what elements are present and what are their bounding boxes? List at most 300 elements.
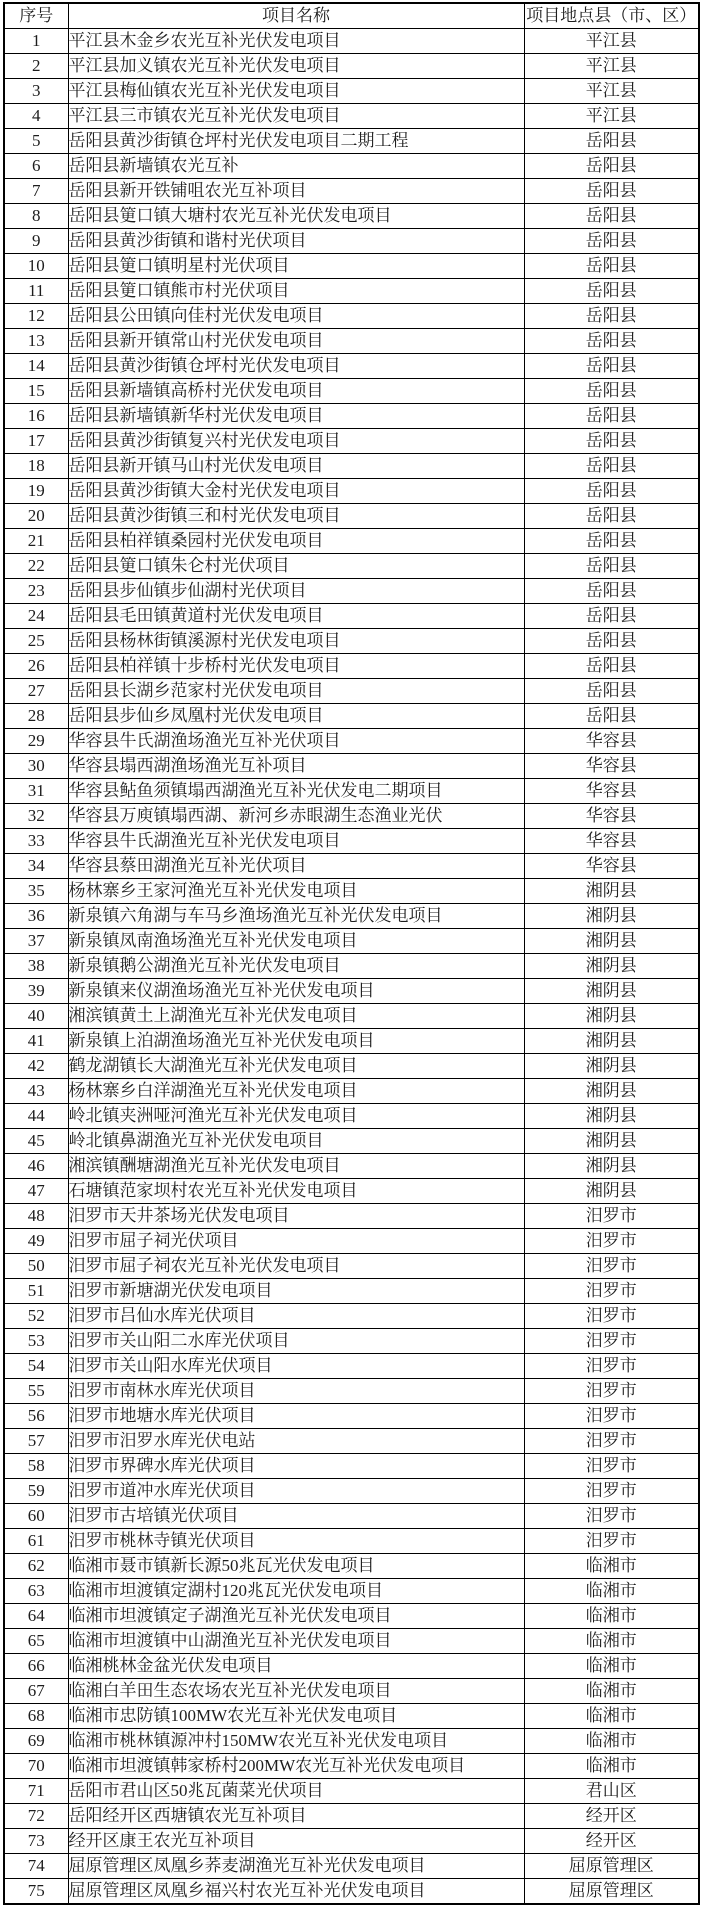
table-row [4, 354, 699, 379]
row-serial-number: 21 [4, 529, 68, 554]
row-project-name: 新泉镇凤南渔场渔光互补光伏发电项目 [68, 929, 524, 954]
row-serial-number: 27 [4, 679, 68, 704]
table-row [4, 529, 699, 554]
row-project-name: 临湘市忠防镇100MW农光互补光伏发电项目 [68, 1704, 524, 1729]
row-serial-number: 70 [4, 1754, 68, 1779]
row-project-location: 临湘市 [524, 1654, 699, 1679]
table-row [4, 404, 699, 429]
row-serial-number: 73 [4, 1829, 68, 1854]
row-project-location: 岳阳县 [524, 654, 699, 679]
row-project-location: 湘阴县 [524, 1129, 699, 1154]
row-project-location: 汨罗市 [524, 1379, 699, 1404]
row-project-name: 汨罗市新塘湖光伏发电项目 [68, 1279, 524, 1304]
table-row [4, 879, 699, 904]
row-project-location: 经开区 [524, 1804, 699, 1829]
row-project-name: 临湘桃林金盆光伏发电项目 [68, 1654, 524, 1679]
table-row [4, 1604, 699, 1629]
row-project-location: 汨罗市 [524, 1504, 699, 1529]
row-project-location: 汨罗市 [524, 1254, 699, 1279]
table-row [4, 954, 699, 979]
row-project-name: 鹤龙湖镇长大湖渔光互补光伏发电项目 [68, 1054, 524, 1079]
row-project-name: 岳阳县长湖乡范家村光伏发电项目 [68, 679, 524, 704]
row-project-name: 汨罗市古培镇光伏项目 [68, 1504, 524, 1529]
table-row [4, 829, 699, 854]
table-row [4, 1704, 699, 1729]
row-project-name: 汨罗市南林水库光伏项目 [68, 1379, 524, 1404]
row-project-name: 岳阳县步仙镇步仙湖村光伏项目 [68, 579, 524, 604]
row-serial-number: 37 [4, 929, 68, 954]
row-project-location: 汨罗市 [524, 1404, 699, 1429]
row-serial-number: 62 [4, 1554, 68, 1579]
row-project-name: 岳阳市君山区50兆瓦菌菜光伏项目 [68, 1779, 524, 1804]
row-project-location: 湘阴县 [524, 1079, 699, 1104]
row-project-location: 汨罗市 [524, 1354, 699, 1379]
row-project-location: 岳阳县 [524, 279, 699, 304]
row-project-name: 屈原管理区凤凰乡荞麦湖渔光互补光伏发电项目 [68, 1854, 524, 1879]
row-project-location: 岳阳县 [524, 304, 699, 329]
row-project-name: 岳阳县新开镇马山村光伏发电项目 [68, 454, 524, 479]
row-serial-number: 11 [4, 279, 68, 304]
row-project-location: 汨罗市 [524, 1329, 699, 1354]
table-row [4, 279, 699, 304]
row-serial-number: 60 [4, 1504, 68, 1529]
row-project-name: 经开区康王农光互补项目 [68, 1829, 524, 1854]
row-serial-number: 14 [4, 354, 68, 379]
row-project-name: 临湘市桃林镇源冲村150MW农光互补光伏发电项目 [68, 1729, 524, 1754]
row-serial-number: 46 [4, 1154, 68, 1179]
row-project-name: 临湘市坦渡镇定子湖渔光互补光伏发电项目 [68, 1604, 524, 1629]
table-row [4, 454, 699, 479]
row-project-name: 屈原管理区凤凰乡福兴村农光互补光伏发电项目 [68, 1879, 524, 1905]
table-row [4, 1679, 699, 1704]
row-serial-number: 25 [4, 629, 68, 654]
row-project-name: 新泉镇鹅公湖渔光互补光伏发电项目 [68, 954, 524, 979]
header-project-location: 项目地点县（市、区） [524, 3, 699, 29]
row-project-location: 岳阳县 [524, 179, 699, 204]
table-row [4, 1004, 699, 1029]
table-row [4, 129, 699, 154]
row-serial-number: 34 [4, 854, 68, 879]
row-serial-number: 44 [4, 1104, 68, 1129]
row-project-location: 汨罗市 [524, 1529, 699, 1554]
row-project-location: 临湘市 [524, 1579, 699, 1604]
row-project-name: 岭北镇鼻湖渔光互补光伏发电项目 [68, 1129, 524, 1154]
row-serial-number: 55 [4, 1379, 68, 1404]
row-project-location: 湘阴县 [524, 1004, 699, 1029]
table-row [4, 704, 699, 729]
table-row [4, 629, 699, 654]
table-row [4, 1304, 699, 1329]
row-project-location: 岳阳县 [524, 454, 699, 479]
table-row [4, 1504, 699, 1529]
row-serial-number: 67 [4, 1679, 68, 1704]
row-project-location: 岳阳县 [524, 354, 699, 379]
row-project-location: 岳阳县 [524, 529, 699, 554]
row-serial-number: 49 [4, 1229, 68, 1254]
table-row [4, 654, 699, 679]
row-project-name: 平江县加义镇农光互补光伏发电项目 [68, 54, 524, 79]
row-project-name: 汨罗市汨罗水库光伏电站 [68, 1429, 524, 1454]
row-serial-number: 31 [4, 779, 68, 804]
table-header-row [4, 3, 699, 29]
row-project-location: 临湘市 [524, 1629, 699, 1654]
table-row [4, 1029, 699, 1054]
row-project-location: 汨罗市 [524, 1429, 699, 1454]
row-project-location: 岳阳县 [524, 554, 699, 579]
table-row [4, 1329, 699, 1354]
row-serial-number: 20 [4, 504, 68, 529]
table-row [4, 429, 699, 454]
table-row [4, 1729, 699, 1754]
row-serial-number: 43 [4, 1079, 68, 1104]
row-project-name: 岳阳县新开铁铺咀农光互补项目 [68, 179, 524, 204]
row-serial-number: 1 [4, 29, 68, 54]
row-project-name: 石塘镇范家坝村农光互补光伏发电项目 [68, 1179, 524, 1204]
row-project-name: 岳阳县黄沙街镇和谐村光伏项目 [68, 229, 524, 254]
table-row [4, 329, 699, 354]
row-project-name: 华容县鲇鱼须镇塌西湖渔光互补光伏发电二期项目 [68, 779, 524, 804]
row-serial-number: 16 [4, 404, 68, 429]
row-project-location: 岳阳县 [524, 404, 699, 429]
row-project-name: 华容县蔡田湖渔光互补光伏项目 [68, 854, 524, 879]
row-project-location: 临湘市 [524, 1729, 699, 1754]
row-serial-number: 38 [4, 954, 68, 979]
row-project-name: 汨罗市吕仙水库光伏项目 [68, 1304, 524, 1329]
row-serial-number: 41 [4, 1029, 68, 1054]
table-row [4, 1379, 699, 1404]
row-serial-number: 54 [4, 1354, 68, 1379]
row-serial-number: 10 [4, 254, 68, 279]
row-project-name: 岳阳县黄沙街镇大金村光伏发电项目 [68, 479, 524, 504]
row-project-location: 岳阳县 [524, 479, 699, 504]
row-project-location: 临湘市 [524, 1679, 699, 1704]
row-serial-number: 39 [4, 979, 68, 1004]
table-row [4, 254, 699, 279]
row-project-name: 汨罗市关山阳二水库光伏项目 [68, 1329, 524, 1354]
row-project-name: 岳阳县柏祥镇十步桥村光伏发电项目 [68, 654, 524, 679]
row-project-location: 华容县 [524, 754, 699, 779]
row-serial-number: 56 [4, 1404, 68, 1429]
table-row [4, 1404, 699, 1429]
table-row [4, 1129, 699, 1154]
row-project-location: 岳阳县 [524, 229, 699, 254]
table-body [4, 29, 699, 1905]
row-project-name: 岳阳县黄沙街镇仓坪村光伏发电项目二期工程 [68, 129, 524, 154]
row-project-name: 岳阳县筻口镇朱仑村光伏项目 [68, 554, 524, 579]
table-row [4, 229, 699, 254]
row-serial-number: 65 [4, 1629, 68, 1654]
row-project-name: 岳阳县杨林街镇溪源村光伏发电项目 [68, 629, 524, 654]
table-row [4, 1179, 699, 1204]
row-project-name: 汨罗市屈子祠农光互补光伏发电项目 [68, 1254, 524, 1279]
table-row [4, 579, 699, 604]
row-project-location: 岳阳县 [524, 154, 699, 179]
table-row [4, 554, 699, 579]
project-table [3, 2, 700, 1905]
table-row [4, 54, 699, 79]
row-serial-number: 66 [4, 1654, 68, 1679]
table-row [4, 1554, 699, 1579]
row-project-name: 湘滨镇黄土上湖渔光互补光伏发电项目 [68, 1004, 524, 1029]
row-project-location: 岳阳县 [524, 204, 699, 229]
row-project-location: 湘阴县 [524, 1104, 699, 1129]
row-project-location: 平江县 [524, 29, 699, 54]
table-row [4, 504, 699, 529]
row-project-name: 杨林寨乡白洋湖渔光互补光伏发电项目 [68, 1079, 524, 1104]
row-serial-number: 50 [4, 1254, 68, 1279]
row-project-location: 君山区 [524, 1779, 699, 1804]
table-row [4, 1879, 699, 1905]
row-project-location: 岳阳县 [524, 504, 699, 529]
row-serial-number: 28 [4, 704, 68, 729]
table-row [4, 79, 699, 104]
row-serial-number: 17 [4, 429, 68, 454]
row-project-name: 湘滨镇酬塘湖渔光互补光伏发电项目 [68, 1154, 524, 1179]
row-serial-number: 40 [4, 1004, 68, 1029]
row-project-name: 临湘市坦渡镇定湖村120兆瓦光伏发电项目 [68, 1579, 524, 1604]
row-serial-number: 26 [4, 654, 68, 679]
row-serial-number: 5 [4, 129, 68, 154]
row-project-name: 新泉镇来仪湖渔场渔光互补光伏发电项目 [68, 979, 524, 1004]
row-serial-number: 58 [4, 1454, 68, 1479]
row-project-location: 临湘市 [524, 1604, 699, 1629]
row-serial-number: 12 [4, 304, 68, 329]
row-serial-number: 9 [4, 229, 68, 254]
row-project-name: 岳阳县公田镇向佳村光伏发电项目 [68, 304, 524, 329]
row-serial-number: 3 [4, 79, 68, 104]
table-row [4, 1204, 699, 1229]
table-row [4, 754, 699, 779]
row-project-location: 临湘市 [524, 1554, 699, 1579]
row-serial-number: 69 [4, 1729, 68, 1754]
row-project-name: 华容县牛氏湖渔光互补光伏发电项目 [68, 829, 524, 854]
row-serial-number: 45 [4, 1129, 68, 1154]
row-project-name: 平江县梅仙镇农光互补光伏发电项目 [68, 79, 524, 104]
row-project-name: 平江县三市镇农光互补光伏发电项目 [68, 104, 524, 129]
row-project-name: 岳阳县筻口镇熊市村光伏项目 [68, 279, 524, 304]
row-serial-number: 47 [4, 1179, 68, 1204]
row-project-name: 临湘白羊田生态农场农光互补光伏发电项目 [68, 1679, 524, 1704]
row-project-name: 汨罗市地塘水库光伏项目 [68, 1404, 524, 1429]
row-project-location: 岳阳县 [524, 679, 699, 704]
table-row [4, 904, 699, 929]
row-project-location: 华容县 [524, 829, 699, 854]
row-project-name: 华容县万庾镇塌西湖、新河乡赤眼湖生态渔业光伏 [68, 804, 524, 829]
table-row [4, 1454, 699, 1479]
row-serial-number: 68 [4, 1704, 68, 1729]
row-project-location: 湘阴县 [524, 979, 699, 1004]
row-project-name: 岳阳县新墙镇新华村光伏发电项目 [68, 404, 524, 429]
row-serial-number: 22 [4, 554, 68, 579]
row-serial-number: 13 [4, 329, 68, 354]
table-row [4, 1754, 699, 1779]
table-row [4, 29, 699, 54]
table-row [4, 1354, 699, 1379]
row-serial-number: 19 [4, 479, 68, 504]
table-row [4, 1254, 699, 1279]
row-project-location: 岳阳县 [524, 379, 699, 404]
table-row [4, 1579, 699, 1604]
row-project-location: 经开区 [524, 1829, 699, 1854]
row-serial-number: 64 [4, 1604, 68, 1629]
table-row [4, 804, 699, 829]
table-row [4, 379, 699, 404]
row-project-location: 岳阳县 [524, 604, 699, 629]
row-project-name: 汨罗市道冲水库光伏项目 [68, 1479, 524, 1504]
row-project-location: 汨罗市 [524, 1204, 699, 1229]
row-project-name: 岳阳县新开镇常山村光伏发电项目 [68, 329, 524, 354]
row-serial-number: 18 [4, 454, 68, 479]
row-project-location: 湘阴县 [524, 929, 699, 954]
table-row [4, 1629, 699, 1654]
row-serial-number: 63 [4, 1579, 68, 1604]
row-project-name: 新泉镇上泊湖渔场渔光互补光伏发电项目 [68, 1029, 524, 1054]
row-serial-number: 75 [4, 1879, 68, 1905]
row-serial-number: 23 [4, 579, 68, 604]
table-row [4, 729, 699, 754]
row-serial-number: 15 [4, 379, 68, 404]
table-row [4, 179, 699, 204]
row-project-location: 湘阴县 [524, 1179, 699, 1204]
row-project-location: 华容县 [524, 804, 699, 829]
row-serial-number: 36 [4, 904, 68, 929]
row-serial-number: 42 [4, 1054, 68, 1079]
row-project-location: 岳阳县 [524, 579, 699, 604]
row-project-location: 平江县 [524, 79, 699, 104]
row-serial-number: 29 [4, 729, 68, 754]
row-serial-number: 52 [4, 1304, 68, 1329]
row-project-location: 岳阳县 [524, 254, 699, 279]
table-row [4, 1154, 699, 1179]
row-project-name: 临湘市坦渡镇韩家桥村200MW农光互补光伏发电项目 [68, 1754, 524, 1779]
row-project-location: 华容县 [524, 729, 699, 754]
table-row [4, 929, 699, 954]
table-row [4, 204, 699, 229]
row-serial-number: 53 [4, 1329, 68, 1354]
row-serial-number: 57 [4, 1429, 68, 1454]
row-project-name: 汨罗市屈子祠光伏项目 [68, 1229, 524, 1254]
row-project-name: 岳阳县筻口镇大塘村农光互补光伏发电项目 [68, 204, 524, 229]
table-row [4, 479, 699, 504]
row-serial-number: 72 [4, 1804, 68, 1829]
row-serial-number: 24 [4, 604, 68, 629]
row-project-name: 岳阳县步仙乡凤凰村光伏发电项目 [68, 704, 524, 729]
row-serial-number: 35 [4, 879, 68, 904]
row-serial-number: 74 [4, 1854, 68, 1879]
table-row [4, 304, 699, 329]
table-row [4, 679, 699, 704]
row-project-location: 岳阳县 [524, 629, 699, 654]
row-project-location: 湘阴县 [524, 1154, 699, 1179]
row-project-name: 岳阳县新墙镇农光互补 [68, 154, 524, 179]
row-serial-number: 33 [4, 829, 68, 854]
row-project-location: 汨罗市 [524, 1279, 699, 1304]
row-project-location: 岳阳县 [524, 329, 699, 354]
row-project-name: 岳阳县黄沙街镇复兴村光伏发电项目 [68, 429, 524, 454]
row-project-location: 临湘市 [524, 1754, 699, 1779]
row-project-location: 华容县 [524, 779, 699, 804]
table-row [4, 979, 699, 1004]
row-project-location: 平江县 [524, 54, 699, 79]
row-project-location: 湘阴县 [524, 904, 699, 929]
table-row [4, 1054, 699, 1079]
row-serial-number: 32 [4, 804, 68, 829]
row-project-name: 汨罗市界碑水库光伏项目 [68, 1454, 524, 1479]
table-row [4, 1104, 699, 1129]
table-row [4, 154, 699, 179]
header-project-name: 项目名称 [68, 3, 524, 29]
row-serial-number: 59 [4, 1479, 68, 1504]
row-project-name: 岳阳经开区西塘镇农光互补项目 [68, 1804, 524, 1829]
row-project-location: 湘阴县 [524, 1029, 699, 1054]
table-row [4, 779, 699, 804]
row-project-name: 新泉镇六角湖与车马乡渔场渔光互补光伏发电项目 [68, 904, 524, 929]
row-serial-number: 30 [4, 754, 68, 779]
table-row [4, 1079, 699, 1104]
row-project-location: 汨罗市 [524, 1229, 699, 1254]
row-project-name: 汨罗市关山阳水库光伏项目 [68, 1354, 524, 1379]
row-project-name: 杨林寨乡王家河渔光互补光伏发电项目 [68, 879, 524, 904]
header-serial-number: 序号 [4, 3, 68, 29]
row-serial-number: 7 [4, 179, 68, 204]
row-project-location: 华容县 [524, 854, 699, 879]
row-serial-number: 51 [4, 1279, 68, 1304]
table-row [4, 1829, 699, 1854]
row-project-name: 岳阳县黄沙街镇三和村光伏发电项目 [68, 504, 524, 529]
row-project-location: 岳阳县 [524, 429, 699, 454]
row-project-location: 汨罗市 [524, 1454, 699, 1479]
row-project-name: 汨罗市天井茶场光伏发电项目 [68, 1204, 524, 1229]
row-serial-number: 6 [4, 154, 68, 179]
table-row [4, 1654, 699, 1679]
table-row [4, 1529, 699, 1554]
table-row [4, 854, 699, 879]
row-project-location: 汨罗市 [524, 1479, 699, 1504]
row-project-name: 岳阳县新墙镇高桥村光伏发电项目 [68, 379, 524, 404]
row-project-location: 岳阳县 [524, 704, 699, 729]
table-row [4, 1779, 699, 1804]
row-project-location: 临湘市 [524, 1704, 699, 1729]
table-row [4, 1479, 699, 1504]
row-serial-number: 2 [4, 54, 68, 79]
table-row [4, 1229, 699, 1254]
row-project-location: 平江县 [524, 104, 699, 129]
row-project-name: 岳阳县毛田镇黄道村光伏发电项目 [68, 604, 524, 629]
table-row [4, 1429, 699, 1454]
row-serial-number: 61 [4, 1529, 68, 1554]
table-row [4, 1854, 699, 1879]
table-row [4, 604, 699, 629]
row-project-name: 岭北镇夹洲哑河渔光互补光伏发电项目 [68, 1104, 524, 1129]
row-serial-number: 4 [4, 104, 68, 129]
row-project-name: 岳阳县黄沙街镇仓坪村光伏发电项目 [68, 354, 524, 379]
row-project-name: 平江县木金乡农光互补光伏发电项目 [68, 29, 524, 54]
row-serial-number: 8 [4, 204, 68, 229]
table-row [4, 1279, 699, 1304]
row-project-location: 岳阳县 [524, 129, 699, 154]
row-project-name: 岳阳县柏祥镇桑园村光伏发电项目 [68, 529, 524, 554]
row-project-location: 屈原管理区 [524, 1854, 699, 1879]
row-project-location: 汨罗市 [524, 1304, 699, 1329]
row-serial-number: 71 [4, 1779, 68, 1804]
row-project-name: 岳阳县筻口镇明星村光伏项目 [68, 254, 524, 279]
row-project-name: 华容县牛氏湖渔场渔光互补光伏项目 [68, 729, 524, 754]
row-project-location: 湘阴县 [524, 879, 699, 904]
row-project-location: 屈原管理区 [524, 1879, 699, 1905]
table-row [4, 104, 699, 129]
row-project-location: 湘阴县 [524, 1054, 699, 1079]
row-project-name: 临湘市聂市镇新长源50兆瓦光伏发电项目 [68, 1554, 524, 1579]
